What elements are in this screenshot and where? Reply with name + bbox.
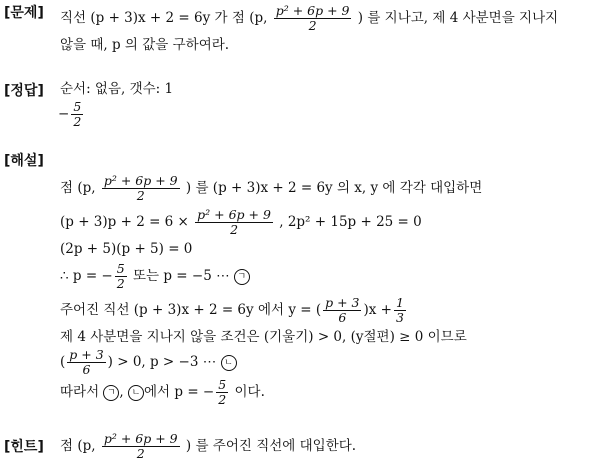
solution-s1-fraction (102, 174, 180, 203)
problem-frac-den: 2 (308, 18, 317, 33)
circled-mark-1: ㄱ (234, 269, 250, 285)
solution-s5-den2: 3 (395, 310, 404, 325)
circled-mark-2-ref: ㄴ (128, 385, 144, 401)
solution-s8-den: 2 (218, 392, 227, 407)
solution-s8-d: 이다. (230, 384, 265, 400)
solution-s4-a: ∴ p = − (60, 268, 113, 284)
solution-line-7 (60, 348, 237, 377)
problem-text-a: 직선 (p + 3)x + 2 = 6y 가 점 (p, (60, 10, 268, 26)
answer-value (58, 100, 85, 129)
solution-s5-fraction-2 (394, 296, 406, 325)
solution-line-4 (60, 262, 250, 291)
solution-line-3: (2p + 5)(p + 5) = 0 (60, 241, 193, 257)
answer-minus: − (58, 106, 70, 122)
problem-text-b: ) 를 지나고, 제 4 사분면을 지나지 (357, 10, 559, 26)
solution-s8-fraction (216, 378, 228, 407)
solution-label: [해설] (4, 153, 44, 169)
hint-frac-den: 2 (136, 446, 145, 461)
solution-s2-b: , 2p² + 15p + 25 = 0 (279, 214, 422, 230)
solution-s2-fraction (195, 208, 273, 237)
hint-text-a: 점 (p, (60, 438, 96, 454)
answer-label: [정답] (4, 83, 44, 99)
solution-s1-num: p² + 6p + 9 (103, 173, 178, 188)
circled-mark-1-ref: ㄱ (103, 385, 119, 401)
solution-line-2 (60, 208, 422, 237)
solution-s7-a: ( (60, 354, 66, 370)
solution-line-1 (60, 174, 482, 203)
answer-line-1: 순서: 없음, 갯수: 1 (60, 81, 174, 97)
solution-s7-den: 6 (82, 362, 91, 377)
solution-s8-c: 에서 p = − (144, 384, 215, 400)
solution-s2-a: (p + 3)p + 2 = 6 × (60, 214, 189, 230)
answer-frac-num: 5 (73, 99, 82, 114)
solution-s5-b: )x + (363, 302, 392, 318)
solution-s4-den: 2 (116, 276, 125, 291)
solution-s4-b: 또는 p = −5 ⋯ (128, 268, 230, 284)
solution-line-8 (60, 378, 265, 407)
solution-line-6: 제 4 사분면을 지나지 않을 조건은 (기울기) > 0, (y절편) ≥ 0 이므로 (60, 329, 467, 345)
solution-s1-a: 점 (p, (60, 180, 96, 196)
problem-fraction (274, 4, 352, 33)
solution-s5-num2: 1 (395, 295, 404, 310)
solution-s7-fraction (67, 348, 105, 377)
solution-s4-fraction (115, 262, 127, 291)
hint-label: [힌트] (4, 439, 44, 455)
solution-s2-den: 2 (230, 222, 239, 237)
hint-text-b: ) 를 주어진 직선에 대입한다. (185, 438, 357, 454)
solution-line-5 (60, 296, 408, 325)
solution-s4-num: 5 (116, 261, 125, 276)
solution-s1-den: 2 (136, 188, 145, 203)
answer-fraction (71, 100, 83, 129)
hint-fraction (102, 432, 180, 461)
solution-s5-den: 6 (338, 310, 347, 325)
problem-label: [문제] (4, 5, 44, 21)
solution-s8-a: 따라서 (60, 384, 100, 400)
solution-s8-b: , (119, 384, 124, 400)
solution-s2-num: p² + 6p + 9 (197, 207, 271, 222)
solution-s5-num: p + 3 (325, 295, 360, 310)
solution-s1-b: ) 를 (p + 3)x + 2 = 6y 의 x, y 에 각각 대입하면 (185, 180, 483, 196)
solution-s7-num: p + 3 (69, 347, 104, 362)
solution-s8-num: 5 (218, 377, 227, 392)
hint-line-1 (60, 432, 356, 461)
problem-frac-num: p² + 6p + 9 (275, 3, 350, 18)
hint-frac-num: p² + 6p + 9 (103, 431, 178, 446)
problem-line-1 (60, 4, 558, 33)
solution-s7-b: ) > 0, p > −3 ⋯ (107, 354, 217, 370)
solution-s5-a: 주어진 직선 (p + 3)x + 2 = 6y 에서 y = ( (60, 302, 322, 318)
solution-s5-fraction (323, 296, 361, 325)
answer-frac-den: 2 (73, 114, 82, 129)
circled-mark-2: ㄴ (221, 355, 237, 371)
problem-line-2: 않을 때, p 의 값을 구하여라. (60, 37, 230, 53)
